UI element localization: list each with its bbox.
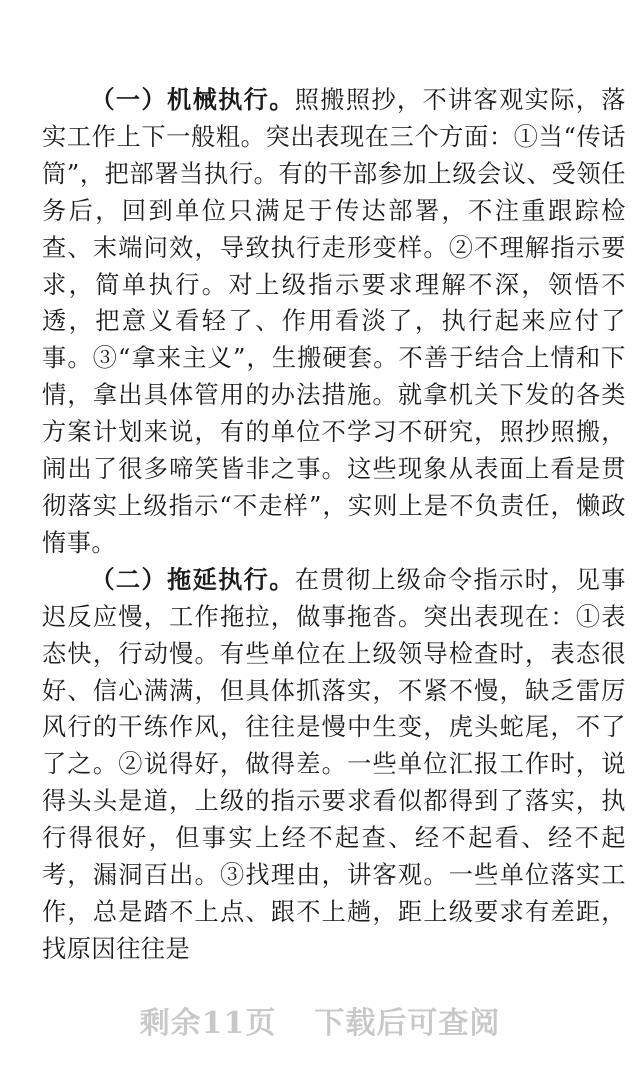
paragraph-mechanical-execution: [42, 82, 626, 562]
paragraph-text: 在贯彻上级命令指示时，见事迟反应慢，工作拖拉，做事拖沓。突出表现在：①表态快，行动慢。有些单位在上级领导检查时，表态很好、信心满满，但具体抓落实，不紧不慢，缺乏雷厉风行的干练作风，往往是慢中生变，虎头蛇尾，不了了之。②说得好，做得差。一些单位汇报工作时，说得头头是道，上级的指示要求看似都得到了落实，执行得很好，但事实上经不起查、经不起看、经不起考，漏洞百出。③找理由，讲客观。一些单位落实工作，总是踏不上点、跟不上趟，距上级要求有差距，找原因往往是: [42, 565, 626, 963]
download-to-read-label: 下载后可查阅: [314, 1006, 501, 1041]
document-body: [42, 82, 626, 968]
paragraph-heading: （二）拖延执行。: [90, 565, 295, 594]
download-notice[interactable]: [0, 998, 640, 1042]
paragraph-heading: （一）机械执行。: [90, 86, 295, 114]
paragraph-text: 照搬照抄，不讲客观实际，落实工作上下一般粗。突出表现在三个方面：①当“传话筒”，把部署当执行。有的干部参加上级会议、受领任务后，回到单位只满足于传达部署，不注重跟踪检查、末端问效，导致执行走形变样。②不理解指示要求，简单执行。对上级指示要求理解不深，领悟不透，把意义看轻了、作用看淡了，执行起来应付了事。③“拿来主义”，生搬硬套。不善于结合上情和下情，拿出具体管用的办法措施。就拿机关下发的各类方案计划来说，有的单位不学习不研究，照抄照搬，闹出了很多啼笑皆非之事。这些现象从表面上看是贯彻落实上级指示“不走样”，实则上是不负责任，懒政惰事。: [42, 86, 626, 557]
paragraph-delayed-execution: [42, 562, 626, 968]
remaining-pages-label: 剩余11页: [139, 1006, 277, 1041]
